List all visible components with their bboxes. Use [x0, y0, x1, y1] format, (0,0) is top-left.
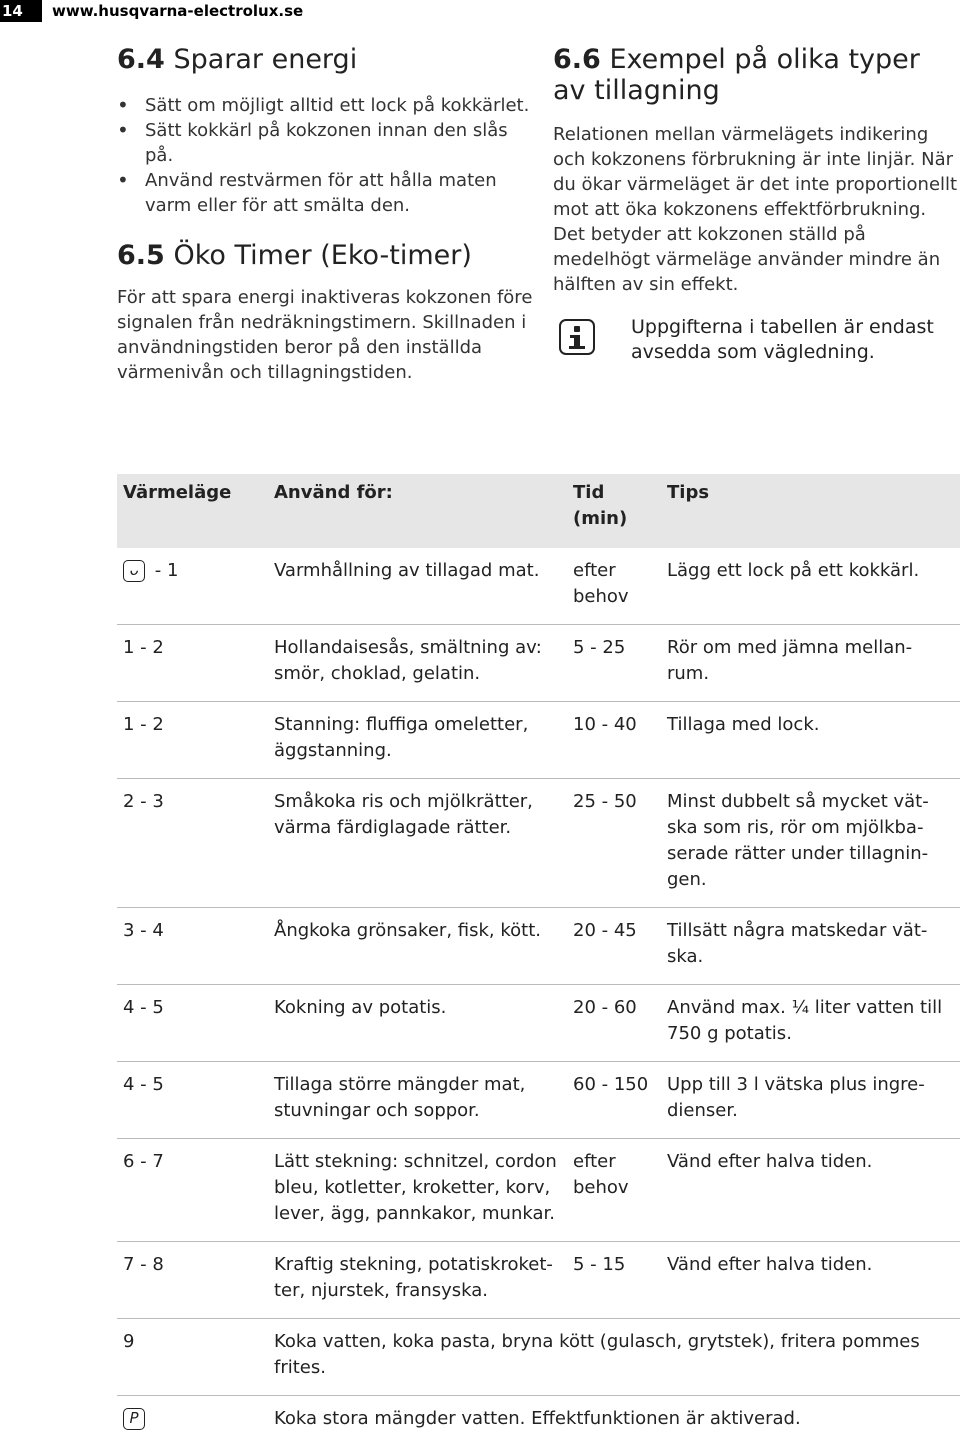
table-cell-level: 9	[117, 1319, 268, 1396]
table-cell-time: 10 - 40	[567, 702, 661, 779]
table-cell-time: 60 - 150	[567, 1062, 661, 1139]
table-cell-tips: Upp till 3 l vätska plus ingre-dienser.	[661, 1062, 960, 1139]
section-6-6-heading	[553, 44, 958, 106]
section-title: Exempel på olika typer av tillagning	[553, 44, 920, 106]
table-cell-level	[117, 1396, 268, 1446]
website-url: www.husqvarna-electrolux.se	[52, 0, 303, 22]
page-header	[0, 0, 960, 22]
table-cell-level: 1 - 2	[117, 702, 268, 779]
list-item: • Sätt kokkärl på kokzonen innan den slås på.	[117, 118, 537, 168]
table-cell-use: Koka vatten, koka pasta, bryna kött (gulasch, grytstek), fritera pommes frites.	[268, 1319, 960, 1396]
table-cell-time: efter behov	[567, 548, 661, 625]
table-cell-time: 5 - 25	[567, 625, 661, 702]
section-title: Sparar energi	[173, 44, 357, 75]
table-cell-time: 25 - 50	[567, 779, 661, 908]
table-cell-tips: Tillsätt några matskedar vät-ska.	[661, 908, 960, 985]
keep-warm-symbol: ᴗ	[123, 560, 145, 582]
table-cell-time: 20 - 60	[567, 985, 661, 1062]
section-6-6-body: Relationen mellan värmelägets indikering och kokzonens förbrukning är inte linjär. När du ökar värmeläget är det inte proportionellt mot att öka kokzonens effektförbrukning. Det betyder att kokzonen ställd på medelhögt värmeläge använder mindre än hälften av sin effekt.	[553, 122, 958, 297]
table-cell-use: Tillaga större mängder mat, stuvningar och soppor.	[268, 1062, 567, 1139]
table-cell-level: 1 - 2	[117, 625, 268, 702]
table-cell-use: Varmhållning av tillagad mat.	[268, 548, 567, 625]
table-header-row	[117, 474, 960, 548]
table-row	[117, 779, 960, 908]
column-header-level: Värmeläge	[117, 474, 268, 548]
table-cell-tips: Lägg ett lock på ett kokkärl.	[661, 548, 960, 625]
table-cell-level: 3 - 4	[117, 908, 268, 985]
table-cell-level: 4 - 5	[117, 1062, 268, 1139]
section-number: 6.5	[117, 240, 165, 271]
section-number: 6.6	[553, 44, 601, 75]
table-row	[117, 1319, 960, 1396]
info-text: Uppgifterna i tabellen är endast avsedda som vägledning.	[631, 315, 958, 365]
table-cell-tips: Tillaga med lock.	[661, 702, 960, 779]
table-cell-use: Småkoka ris och mjölkrätter, värma färdiglagade rätter.	[268, 779, 567, 908]
table-cell-tips: Minst dubbelt så mycket vät-ska som ris, rör om mjölkba-serade rätter under tillagnin-gen.	[661, 779, 960, 908]
table-cell-time: efter behov	[567, 1139, 661, 1242]
table-cell-level: 6 - 7	[117, 1139, 268, 1242]
table-cell-use: Kraftig stekning, potatiskroket-ter, njurstek, fransyska.	[268, 1242, 567, 1319]
table-row	[117, 625, 960, 702]
table-cell-use: Ångkoka grönsaker, fisk, kött.	[268, 908, 567, 985]
section-number: 6.4	[117, 44, 165, 75]
table-cell-use: Kokning av potatis.	[268, 985, 567, 1062]
table-row	[117, 1396, 960, 1446]
info-icon	[559, 319, 595, 355]
section-title: Öko Timer (Eko-timer)	[173, 240, 471, 271]
column-header-use: Använd för:	[268, 474, 567, 548]
column-header-time: Tid (min)	[567, 474, 661, 548]
info-note	[553, 315, 958, 365]
table-cell-tips: Vänd efter halva tiden.	[661, 1242, 960, 1319]
table-cell-level: 7 - 8	[117, 1242, 268, 1319]
boost-symbol: P	[123, 1408, 145, 1430]
left-column	[117, 44, 537, 385]
table-cell-tips: Rör om med jämna mellan-rum.	[661, 625, 960, 702]
table-row	[117, 908, 960, 985]
table-row	[117, 1242, 960, 1319]
section-6-5-body: För att spara energi inaktiveras kokzonen före signalen från nedräkningstimern. Skillnaden i användningstiden beror på den inställda värmenivån och tillagningstiden.	[117, 285, 537, 385]
table-cell-level: 4 - 5	[117, 985, 268, 1062]
list-item: • Sätt om möjligt alltid ett lock på kokkärlet.	[117, 93, 537, 118]
table-cell-level: ᴗ - 1	[117, 548, 268, 625]
column-header-tips: Tips	[661, 474, 960, 548]
section-6-4-heading	[117, 44, 537, 75]
table-row	[117, 1139, 960, 1242]
table-row	[117, 548, 960, 625]
table-cell-tips: Vänd efter halva tiden.	[661, 1139, 960, 1242]
table-cell-use: Hollandaisesås, smältning av: smör, choklad, gelatin.	[268, 625, 567, 702]
table-cell-time: 5 - 15	[567, 1242, 661, 1319]
table-row	[117, 702, 960, 779]
table-cell-tips: Använd max. ¼ liter vatten till 750 g potatis.	[661, 985, 960, 1062]
table-cell-use: Stanning: fluffiga omeletter, äggstanning.	[268, 702, 567, 779]
table-row	[117, 1062, 960, 1139]
table-row	[117, 985, 960, 1062]
table-cell-use: Lätt stekning: schnitzel, cordon bleu, kotletter, kroketter, korv, lever, ägg, pannkakor, munkar.	[268, 1139, 567, 1242]
section-6-5-heading	[117, 240, 537, 271]
list-item: • Använd restvärmen för att hålla maten varm eller för att smälta den.	[117, 168, 537, 218]
right-column	[553, 44, 958, 365]
cooking-table	[117, 474, 960, 1446]
table-cell-use: Koka stora mängder vatten. Effektfunktionen är aktiverad.	[268, 1396, 960, 1446]
page-number: 14	[0, 0, 42, 22]
table-cell-level: 2 - 3	[117, 779, 268, 908]
table-cell-time: 20 - 45	[567, 908, 661, 985]
energy-tips-list	[117, 93, 537, 218]
